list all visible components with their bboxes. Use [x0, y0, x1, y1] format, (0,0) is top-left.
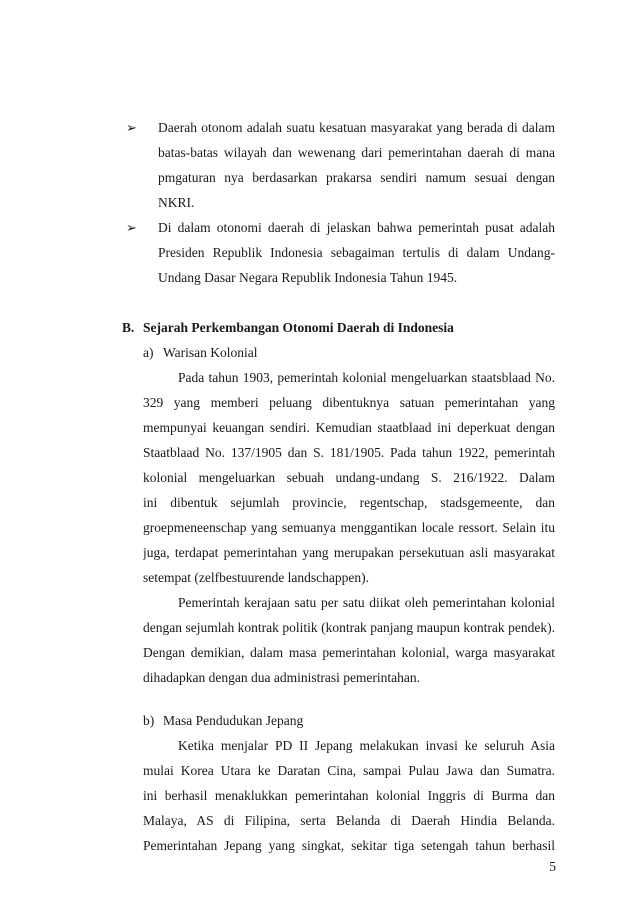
arrow-bullet-icon: ➢	[126, 220, 137, 235]
bullet-line: Di dalam otonomi daerah di jelaskan bahwa pemerintah pusat adalah	[158, 220, 555, 235]
paragraph-line: Pemerintah kerajaan satu per satu diikat oleh pemerintahan kolonial	[178, 595, 555, 610]
paragraph-line: Pada tahun 1903, pemerintah kolonial mengeluarkan staatsblaad No.	[178, 370, 555, 385]
subsection-label: a)	[143, 345, 154, 360]
paragraph-line: Ketika menjalar PD II Jepang melakukan invasi ke seluruh Asia	[178, 738, 555, 753]
paragraph-line: dengan sejumlah kontrak politik (kontrak panjang maupun kontrak pendek).	[143, 620, 555, 635]
page-number: 5	[549, 859, 556, 874]
bullet-line: Undang Dasar Negara Republik Indonesia Tahun 1945.	[158, 270, 458, 285]
paragraph-line: setempat (zelfbestuurende landschappen).	[143, 570, 370, 585]
arrow-bullet-icon: ➢	[126, 120, 137, 135]
paragraph-line: ini berhasil menaklukkan pemerintahan kolonial Inggris di Burma dan	[143, 788, 555, 803]
bullet-line: Presiden Republik Indonesia sebagaiman tertulis di dalam Undang-	[158, 245, 555, 260]
bullet-line: pmgaturan nya berdasarkan prakarsa sendiri namum sesuai dengan	[158, 170, 555, 185]
paragraph-line: Staatblaad No. 137/1905 dan S. 181/1905. Pada tahun 1922, pemerintah	[143, 445, 555, 460]
paragraph-line: mempunyai keuangan sendiri. Kemudian staatblaad ini deperkuat dengan	[143, 420, 555, 435]
paragraph-line: ini dibentuk sejumlah provincie, regentschap, stadsgemeente, dan	[143, 495, 555, 510]
paragraph-line: Dengan demikian, dalam masa pemerintahan kolonial, warga masyarakat	[143, 645, 555, 660]
section-number: B.	[122, 320, 135, 335]
subsection-label: b)	[143, 713, 155, 728]
bullet-line: Daerah otonom adalah suatu kesatuan masyarakat yang berada di dalam	[158, 120, 555, 135]
subsection-title: Warisan Kolonial	[163, 345, 258, 360]
paragraph-line: kolonial mengeluarkan sebuah undang-undang S. 216/1922. Dalam	[143, 470, 555, 485]
paragraph-line: juga, terdapat pemerintahan yang merupakan persekutuan asli masyarakat	[143, 545, 555, 560]
section-title: Sejarah Perkembangan Otonomi Daerah di Indonesia	[143, 320, 454, 335]
paragraph-line: dihadapkan dengan dua administrasi pemerintahan.	[143, 670, 421, 685]
bullet-line: NKRI.	[158, 195, 195, 210]
paragraph-line: groepmeneenschap yang semuanya menggantikan locale ressort. Selain itu	[143, 520, 555, 535]
paragraph-line: Malaya, AS di Filipina, serta Belanda di Daerah Hindia Belanda.	[143, 813, 555, 828]
paragraph-line: 329 yang memberi peluang dibentuknya satuan pemerintahan yang	[143, 395, 555, 410]
paragraph-line: Pemerintahan Jepang yang singkat, sekitar tiga setengah tahun berhasil	[143, 838, 555, 853]
bullet-line: batas-batas wilayah dan wewenang dari pemerintahan daerah di mana	[158, 145, 555, 160]
subsection-title: Masa Pendudukan Jepang	[163, 713, 304, 728]
paragraph-line: mulai Korea Utara ke Daratan Cina, sampai Pulau Jawa dan Sumatra.	[143, 763, 555, 778]
